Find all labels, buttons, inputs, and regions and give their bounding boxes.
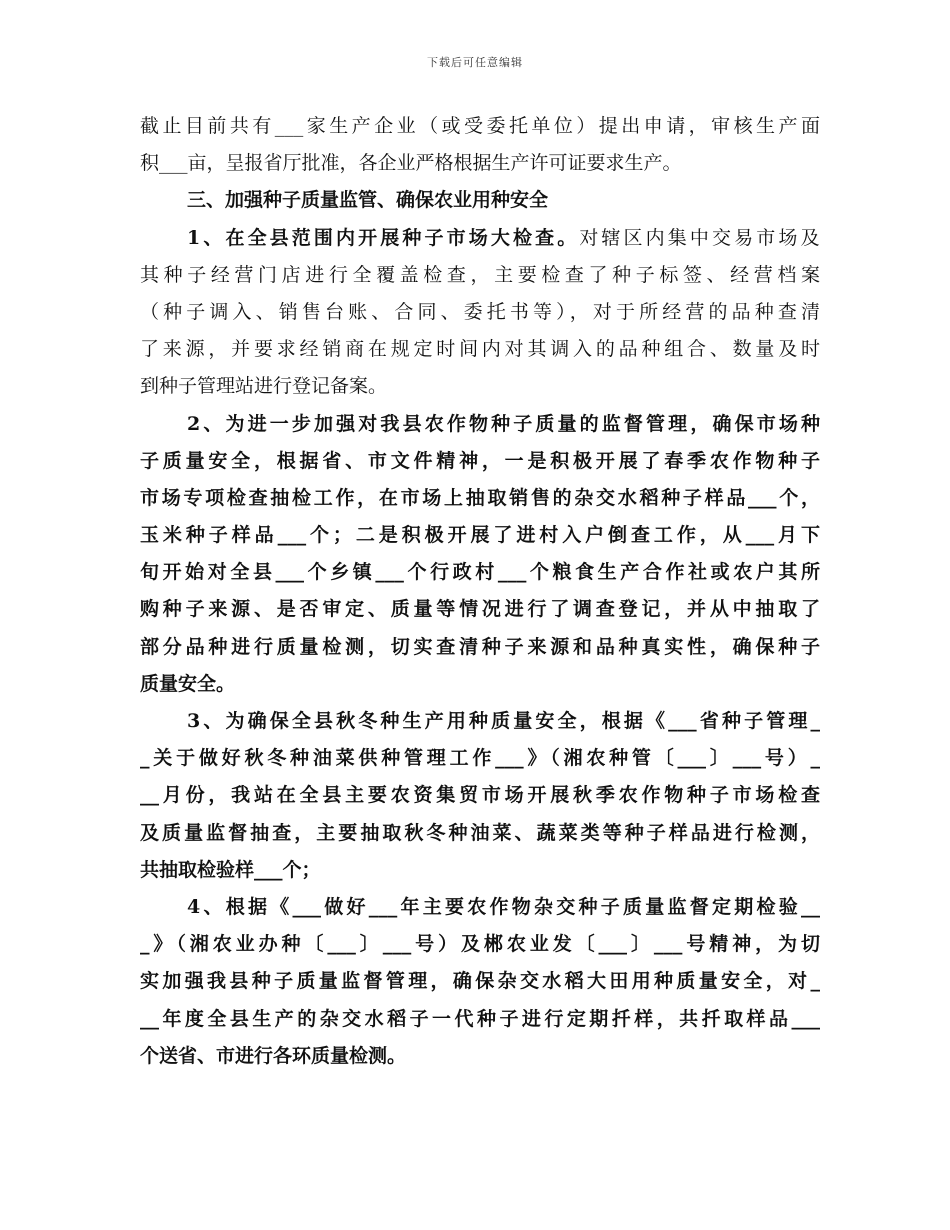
text-rest: 对辖区内集中交易市场及 xyxy=(579,226,820,249)
text-line: 购种子来源、是否审定、质量等情况进行了调查登记，并从中抽取了 xyxy=(140,598,820,621)
text-line: 2、为进一步加强对我县农作物种子质量的监督管理，确保市场种 xyxy=(187,412,820,435)
text-line: 4、根据《___做好___年主要农作物杂交种子质量监督定期检验__ xyxy=(187,895,820,918)
text-line: __月份，我站在全县主要农资集贸市场开展秋季农作物种子市场检查 xyxy=(140,784,820,807)
text-line: 实加强我县种子质量监督管理，确保杂交水稻大田用种质量安全，对_ xyxy=(140,970,820,993)
text-line: 截止目前共有___家生产企业（或受委托单位）提出申请，审核生产面 xyxy=(140,115,820,137)
text-line: 部分品种进行质量检测，切实查清种子来源和品种真实性，确保种子 xyxy=(140,635,820,658)
text-line: 其种子经营门店进行全覆盖检查，主要检查了种子标签、经营档案 xyxy=(140,263,820,286)
text-line: 质量安全。 xyxy=(140,672,236,695)
text-line: 及质量监督抽查，主要抽取秋冬种油菜、蔬菜类等种子样品进行检测， xyxy=(140,821,820,844)
text-line: 共抽取检验样___个； xyxy=(140,858,321,881)
text-line xyxy=(140,220,820,257)
text-line: __年度全县生产的杂交水稻子一代种子进行定期扦样，共扦取样品___ xyxy=(140,1007,820,1030)
document-body xyxy=(140,108,820,1075)
text-line: 玉米种子样品___个；二是积极开展了进村入户倒查工作，从___月下 xyxy=(140,524,820,547)
text-line: 了来源，并要求经销商在规定时间内对其调入的品种组合、数量及时 xyxy=(140,338,820,361)
text-line: _》（湘农业办种〔___〕___号）及郴农业发〔___〕___号精神，为切 xyxy=(140,933,820,956)
bold-lead: 1、在全县范围内开展种子市场大检查。 xyxy=(187,226,580,249)
section-heading: 三、加强种子质量监管、确保农业用种安全 xyxy=(187,189,549,212)
text-line: （种子调入、销售台账、合同、委托书等），对于所经营的品种查清 xyxy=(140,300,820,323)
text-line: 市场专项检查抽检工作，在市场上抽取销售的杂交水稻种子样品___个， xyxy=(140,486,820,509)
page-header-note: 下载后可任意编辑 xyxy=(427,56,523,69)
text-line: 旬开始对全县___个乡镇___个行政村___个粮食生产合作社或农户其所 xyxy=(140,561,820,584)
text-line: 到种子管理站进行登记备案。 xyxy=(140,375,388,398)
text-line: 个送省、市进行各环质量检测。 xyxy=(140,1044,407,1067)
text-line: 积___亩，呈报省厅批准，各企业严格根据生产许可证要求生产。 xyxy=(140,152,682,175)
text-line: 子质量安全，根据省、市文件精神，一是积极开展了春季农作物种子 xyxy=(140,449,820,472)
text-line: _关于做好秋冬种油菜供种管理工作___》（湘农种管〔___〕___号）_ xyxy=(140,747,820,770)
text-line: 3、为确保全县秋冬种生产用种质量安全，根据《___省种子管理_ xyxy=(187,710,820,732)
